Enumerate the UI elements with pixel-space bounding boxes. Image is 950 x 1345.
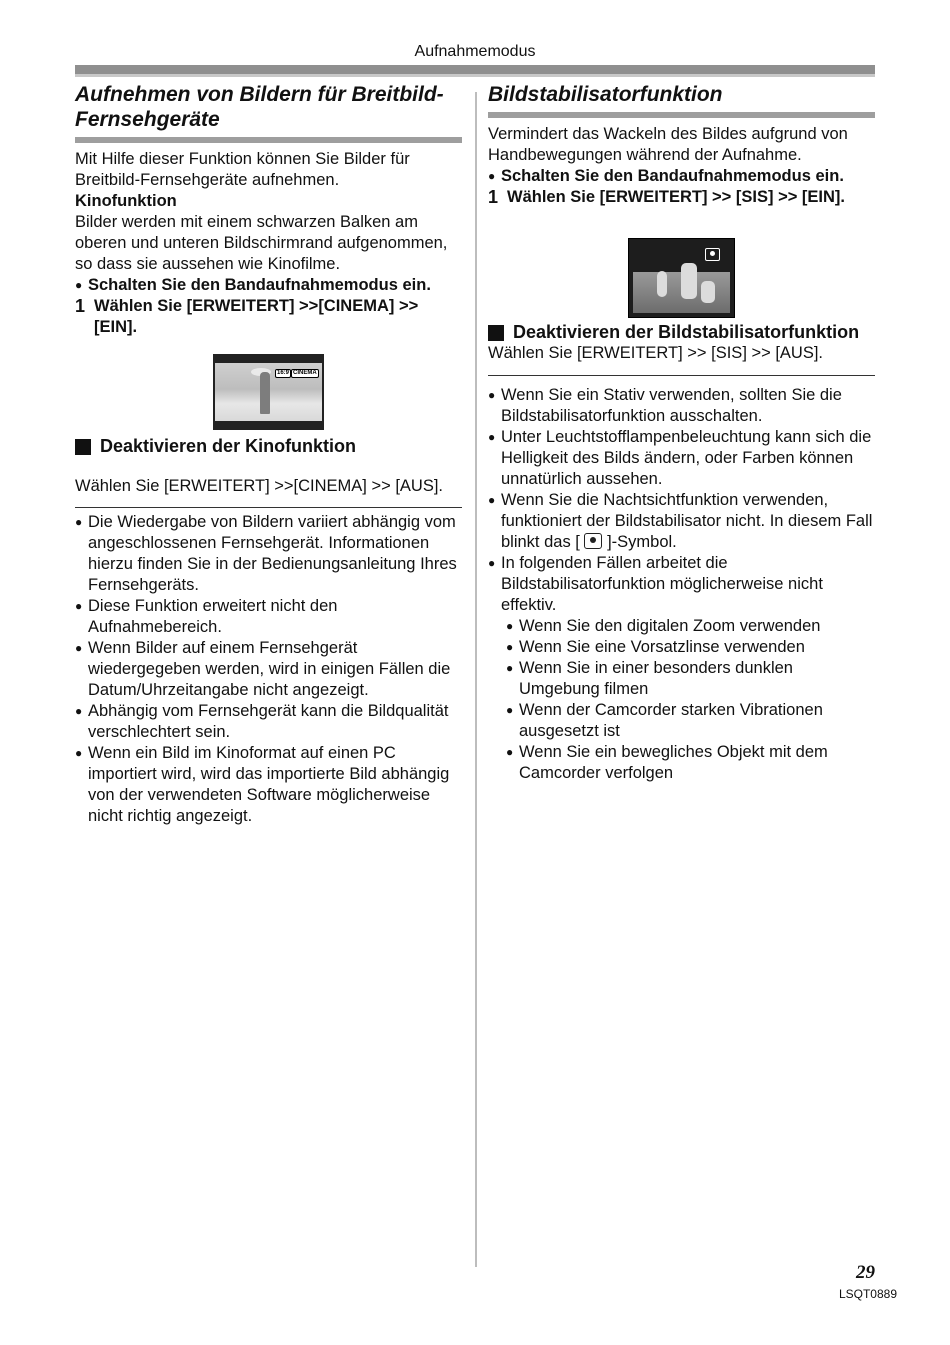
title-rule <box>75 137 462 143</box>
sub-note-item: ● Wenn Sie den digitalen Zoom verwenden <box>506 616 875 637</box>
person <box>657 271 667 297</box>
right-column <box>488 82 875 784</box>
sub-note-item: ● Wenn Sie eine Vorsatzlinse verwenden <box>506 637 875 658</box>
column-divider <box>475 92 477 1267</box>
deactivate-kino-heading: Deaktivieren der Kinofunktion <box>75 436 462 457</box>
page-number: 29 <box>856 1262 875 1283</box>
note-item: ● Wenn ein Bild im Kinoformat auf einen PC importiert wird, wird das importierte Bild abhängig von der verwendeten Software möglicherweise nicht richtig angezeigt. <box>75 743 462 827</box>
note-item: ● Wenn Sie die Nachtsichtfunktion verwenden, funktioniert der Bildstabilisator nicht. In diesem Fall blinkt das [ ]-Symbol. <box>488 490 875 553</box>
widescreen-icon: 16:9 <box>277 370 290 376</box>
running-header: Aufnahmemodus <box>414 43 536 60</box>
black-square-icon <box>75 439 91 455</box>
header-rule-shadow <box>75 74 875 77</box>
step-text: Wählen Sie [ERWEITERT] >>[CINEMA] >> [EIN]. <box>94 297 419 336</box>
step-text: Wählen Sie [ERWEITERT] >> [SIS] >> [EIN]. <box>507 188 846 206</box>
sub-note-item: ● Wenn der Camcorder starken Vibrationen ausgesetzt ist <box>506 700 875 742</box>
deactivate-kino-text: Wählen Sie [ERWEITERT] >>[CINEMA] >> [AUS]. <box>75 477 444 495</box>
step-number: 1 <box>75 296 86 316</box>
notes-rule <box>75 507 462 508</box>
section-title-stabilizer: Bildstabilisatorfunktion <box>488 83 723 106</box>
deactivate-sis-heading: Deaktivieren der Bildstabilisatorfunktion <box>488 322 875 343</box>
note-item: ● Wenn Sie ein Stativ verwenden, sollten Sie die Bildstabilisatorfunktion ausschalten. <box>488 385 875 427</box>
note-item: ● Diese Funktion erweitert nicht den Aufnahmebereich. <box>75 596 462 638</box>
image-stabilizer-icon <box>705 248 720 261</box>
figure <box>260 372 270 414</box>
person <box>701 281 715 303</box>
sub-note-item: ● Wenn Sie ein bewegliches Objekt mit dem Camcorder verfolgen <box>506 742 875 784</box>
stabilizer-symbol-icon <box>584 533 602 549</box>
note-item: ● In folgenden Fällen arbeitet die Bildstabilisatorfunktion möglicherweise nicht effektiv. <box>488 553 875 616</box>
left-column <box>75 82 462 827</box>
intro-text: Vermindert das Wackeln des Bildes aufgrund von Handbewegungen während der Aufnahme. <box>488 125 848 164</box>
person <box>681 263 697 299</box>
black-square-icon <box>488 325 504 341</box>
section-title-widescreen: Aufnehmen von Bildern für Breitbild-Fernsehgeräte <box>75 83 444 131</box>
cinema-osd-label: CINEMA <box>293 370 317 376</box>
kino-description: Bilder werden mit einem schwarzen Balken am oberen und unteren Bildschirmrand aufgenommen, so dass sie aussehen wie Kinofilme. <box>75 213 448 273</box>
notes-rule <box>488 375 875 376</box>
note-item: ● Unter Leuchtstofflampenbeleuchtung kann sich die Helligkeit des Bilds ändern, oder Farben können unnatürlich aussehen. <box>488 427 875 490</box>
sub-note-item: ● Wenn Sie in einer besonders dunklen Umgebung filmen <box>506 658 875 700</box>
prereq-bullet: ● Schalten Sie den Bandaufnahmemodus ein. <box>75 275 462 296</box>
sis-screen-image <box>628 238 735 318</box>
note-item: ● Die Wiedergabe von Bildern variiert abhängig vom angeschlossenen Fernsehgerät. Informationen hierzu finden Sie in der Bedienungsanleitung Ihres Fernsehgeräts. <box>75 512 462 596</box>
header-rule <box>75 65 875 74</box>
step-1 <box>75 296 462 338</box>
deactivate-sis-text: Wählen Sie [ERWEITERT] >> [SIS] >> [AUS]. <box>488 344 824 362</box>
prereq-bullet: ● Schalten Sie den Bandaufnahmemodus ein. <box>488 166 875 187</box>
kino-label: Kinofunktion <box>75 192 177 210</box>
cinema-screen-image <box>213 354 324 430</box>
step-number: 1 <box>488 187 499 207</box>
intro-text: Mit Hilfe dieser Funktion können Sie Bilder für Breitbild-Fernsehgeräte aufnehmen. <box>75 150 410 189</box>
note-item: ● Abhängig vom Fernsehgerät kann die Bildqualität verschlechtert sein. <box>75 701 462 743</box>
title-rule <box>488 112 875 118</box>
note-item: ● Wenn Bilder auf einem Fernsehgerät wiedergegeben werden, wird in einigen Fällen die Datum/Uhrzeitangabe nicht angezeigt. <box>75 638 462 701</box>
step-1 <box>488 187 875 208</box>
document-code: LSQT0889 <box>838 1287 897 1301</box>
